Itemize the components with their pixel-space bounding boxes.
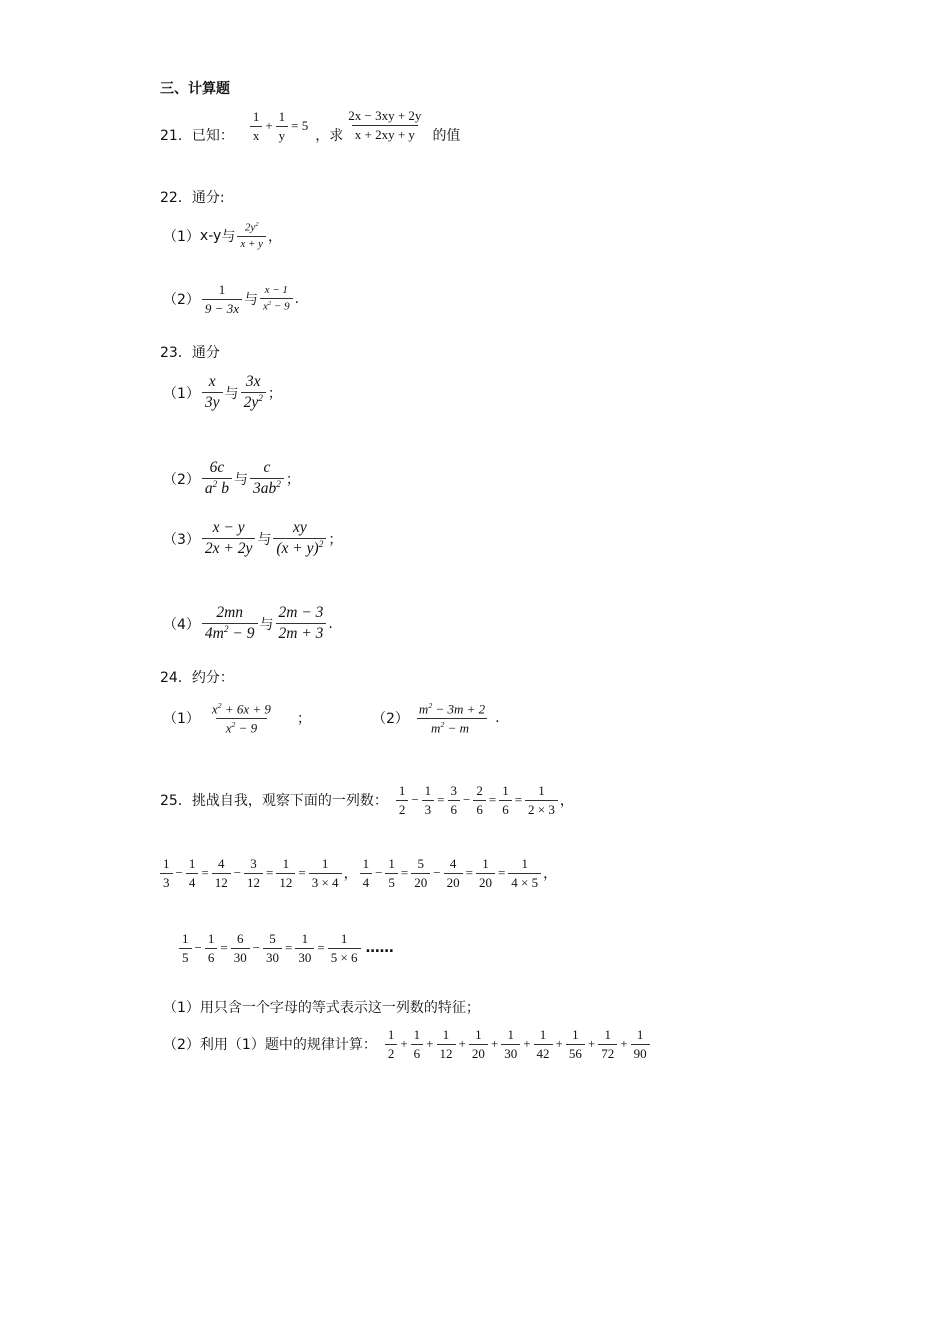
eq3-frac-c: $\frac{5}{20}$: [411, 857, 430, 889]
q24-part1: （1） $\frac{x^2 + 6x + 9}{x^2 - 9}$ ；: [163, 701, 311, 736]
q25-task2-line: [163, 1028, 652, 1060]
eq1-frac-b: $\frac{1}{3}$: [422, 784, 435, 816]
q22-p1-frac: $\frac{2y^2}{x + y}$: [237, 222, 266, 251]
sum-frac-4: $\frac{1}{20}$: [469, 1028, 488, 1060]
q21-tail: 的值: [432, 128, 461, 144]
q21-target-frac: $\frac{2x - 3xy + 2y}{x + 2xy + y}$: [348, 107, 422, 142]
eq3-frac-b: $\frac{1}{5}$: [385, 857, 398, 889]
eq2-frac-e: $\frac{1}{12}$: [276, 857, 295, 889]
q25-task2: （2）利用（1）题中的规律计算：: [163, 1037, 377, 1054]
q25-eq4-line: $\frac{1}{5}$ − $\frac{1}{6}$ = $\frac{6}{30}$ − $\frac{5}{30}$ = $\frac{1}{30}$ = $\frac{1}{5 \times 6}$ ……: [177, 932, 394, 964]
q21-target: [343, 109, 426, 141]
q25-eq1: $\frac{1}{2}$ − $\frac{1}{3}$ = $\frac{3}{6}$ − $\frac{2}{6}$ = $\frac{1}{6}$ = $\frac{1}{2 \times 3}$ ，: [394, 784, 574, 816]
q23-p1-frac1: $\frac{x}{3y}$: [202, 374, 223, 412]
q23-p2-frac2: $\frac{c}{3ab^2}$: [250, 460, 284, 498]
q23-part1: （1） $\frac{x}{3y}$ 与 $\frac{3x}{2y^2}$ ；: [163, 373, 282, 412]
q21-frac2: $\frac{1}{y}$: [276, 110, 289, 142]
q25-intro-line: [160, 784, 574, 816]
section-title: 三、计算题: [160, 81, 230, 97]
q24-part2: （2） $\frac{m^2 - 3m + 2}{m^2 - m}$ .: [372, 701, 500, 736]
q25-eq2-line: $\frac{1}{3}$ − $\frac{1}{4}$ = $\frac{4}{12}$ − $\frac{3}{12}$ = $\frac{1}{12}$ = $\frac{1}{3 \times 4}$ ， $\frac{1}{4}$ − $\frac{1}{5}$ = $\frac{5}{20}$ − $\frac{4}{20}$ = $\frac{1}{20}$ = $\frac{1}{4 \times 5}$ ，: [158, 857, 557, 889]
q23-part3: （3） $\frac{x - y}{2x + 2y}$ 与 $\frac{xy}{(x + y)^2}$ ；: [163, 519, 343, 558]
eq2-frac-a: $\frac{1}{3}$: [160, 857, 173, 889]
sum-frac-9: $\frac{1}{90}$: [631, 1028, 650, 1060]
sum-frac-6: $\frac{1}{42}$: [534, 1028, 553, 1060]
eq2-frac-d: $\frac{3}{12}$: [244, 857, 263, 889]
q22-p2-frac1: $\frac{1}{9 - 3x}$: [202, 283, 242, 315]
q24-p1-frac: $\frac{x^2 + 6x + 9}{x^2 - 9}$: [211, 701, 271, 736]
q25-task1: （1）用只含一个字母的等式表示这一列数的特征；: [163, 1000, 480, 1016]
q23-p3-frac2: $\frac{xy}{(x + y)^2}$: [273, 520, 326, 558]
q25-sum: $\frac{1}{2}$ + $\frac{1}{6}$ + $\frac{1}{12}$ + $\frac{1}{20}$ + $\frac{1}{30}$ + $\frac{1}{42}$ + $\frac{1}{56}$ + $\frac{1}{72}$ + $\frac{1}{90}$: [383, 1028, 652, 1060]
eq3-frac-a: $\frac{1}{4}$: [360, 857, 373, 889]
q23-p4-frac1: $\frac{2mn}{4m^2 - 9}$: [202, 605, 258, 643]
eq3-frac-f: $\frac{1}{4 \times 5}$: [508, 857, 541, 889]
q21-frac1: $\frac{1}{x}$: [250, 110, 263, 142]
q23-title: 23．通分: [160, 345, 220, 361]
q25-ellipsis: ……: [365, 940, 394, 957]
eq1-frac-a: $\frac{1}{2}$: [396, 784, 409, 816]
question-21: [160, 100, 460, 170]
eq1-frac-f: $\frac{1}{2 \times 3}$: [525, 784, 558, 816]
eq4-frac-e: $\frac{1}{30}$: [295, 932, 314, 964]
eq2-frac-f: $\frac{1}{3 \times 4}$: [309, 857, 342, 889]
sum-frac-5: $\frac{1}{30}$: [501, 1028, 520, 1060]
eq4-frac-a: $\frac{1}{5}$: [179, 932, 192, 964]
eq1-frac-d: $\frac{2}{6}$: [473, 784, 486, 816]
q23-p3-frac1: $\frac{x - y}{2x + 2y}$: [202, 520, 255, 558]
eq3-frac-e: $\frac{1}{20}$: [476, 857, 495, 889]
q21-given: $\frac{1}{x}$ + $\frac{1}{y}$ = 5: [248, 110, 309, 142]
sum-frac-8: $\frac{1}{72}$: [598, 1028, 617, 1060]
eq1-frac-e: $\frac{1}{6}$: [499, 784, 512, 816]
q23-p1-frac2: $\frac{3x}{2y^2}$: [241, 374, 266, 412]
q23-part2: （2） $\frac{6c}{a^2 b}$ 与 $\frac{c}{3ab^2}$ ；: [163, 459, 300, 498]
q24-p2-frac: $\frac{m^2 - 3m + 2}{m^2 - m}$: [418, 701, 486, 736]
eq4-frac-c: $\frac{6}{30}$: [231, 932, 250, 964]
q25-intro: 25．挑战自我，观察下面的一列数：: [160, 793, 388, 810]
q22-part2: （2） $\frac{1}{9 - 3x}$ 与 $\frac{x - 1}{x^2 - 9}$ .: [163, 282, 300, 316]
sum-frac-3: $\frac{1}{12}$: [437, 1028, 456, 1060]
eq1-frac-c: $\frac{3}{6}$: [448, 784, 461, 816]
q22-title: 22．通分:: [160, 190, 225, 206]
sum-frac-1: $\frac{1}{2}$: [385, 1028, 398, 1060]
q24-title: 24．约分：: [160, 670, 234, 686]
eq4-frac-b: $\frac{1}{6}$: [205, 932, 218, 964]
q21-sep: ，求: [315, 128, 344, 144]
eq2-frac-b: $\frac{1}{4}$: [186, 857, 199, 889]
q23-p2-frac1: $\frac{6c}{a^2 b}$: [202, 460, 232, 498]
eq4-frac-f: $\frac{1}{5 \times 6}$: [328, 932, 361, 964]
q22-part1: （1） x-y 与 $\frac{2y^2}{x + y}$ ，: [163, 221, 282, 251]
sum-frac-2: $\frac{1}{6}$: [411, 1028, 424, 1060]
sum-frac-7: $\frac{1}{56}$: [566, 1028, 585, 1060]
q22-p2-frac2: $\frac{x - 1}{x^2 - 9}$: [260, 285, 293, 314]
q23-p4-frac2: $\frac{2m - 3}{2m + 3}$: [276, 605, 327, 643]
q23-part4: （4） $\frac{2mn}{4m^2 - 9}$ 与 $\frac{2m - 3}{2m + 3}$ .: [163, 604, 333, 643]
eq4-frac-d: $\frac{5}{30}$: [263, 932, 282, 964]
eq3-frac-d: $\frac{4}{20}$: [444, 857, 463, 889]
q21-label: 21．已知：: [160, 128, 234, 144]
eq2-frac-c: $\frac{4}{12}$: [212, 857, 231, 889]
